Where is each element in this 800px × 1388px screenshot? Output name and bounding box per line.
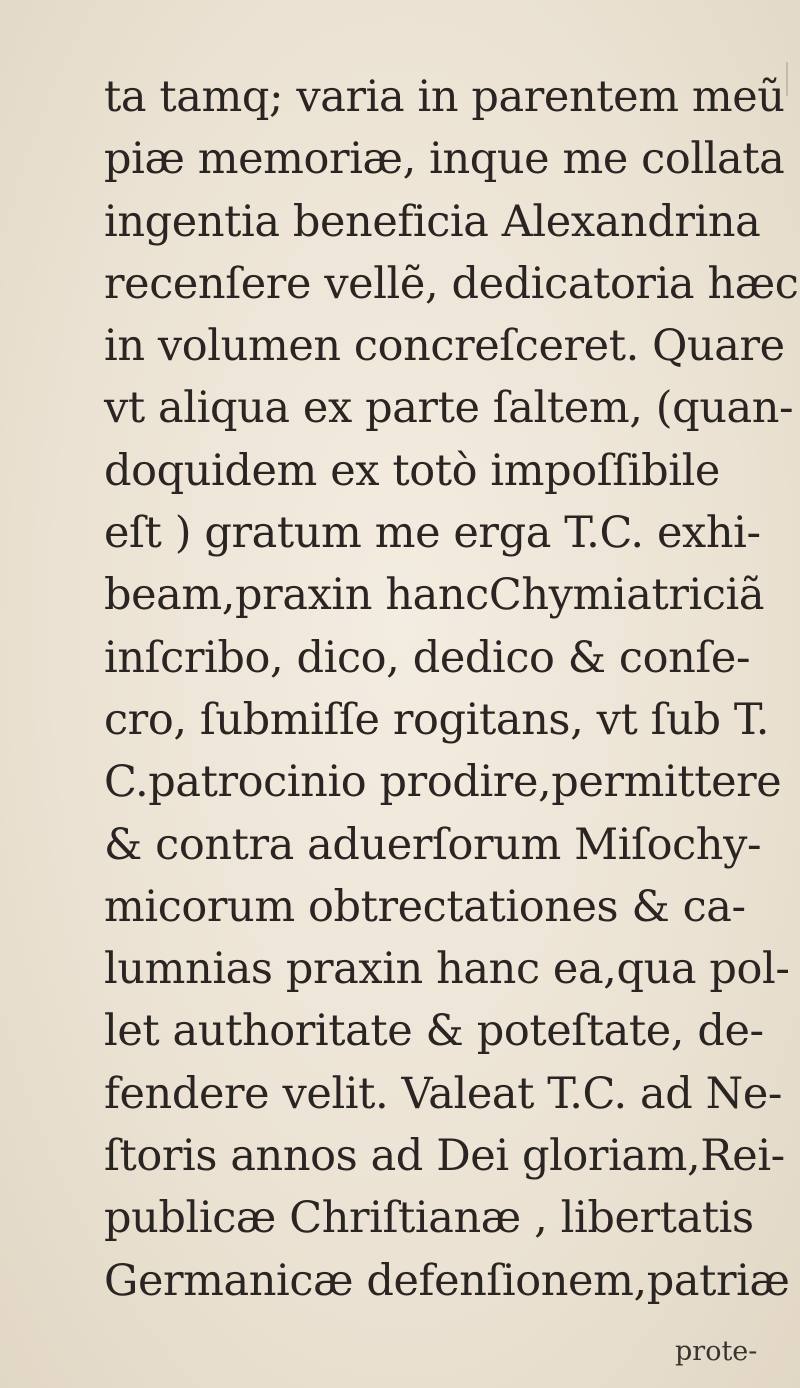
text-line: micorum obtrectationes & ca- (104, 881, 746, 932)
text-line: ſtoris annos ad Dei gloriam,Rei- (104, 1131, 785, 1182)
text-line: lumnias praxin hanc ea,qua pol- (104, 944, 790, 995)
text-line: Germanicæ defenſionem,patriæ (104, 1255, 790, 1306)
text-line: & contra aduerſorum Miſochy- (104, 819, 762, 870)
text-line: recenſere vellẽ, dedicatoria hæc (104, 258, 799, 309)
text-line: cro, ſubmiſſe rogitans, vt ſub T. (104, 694, 770, 745)
text-line: eſt ) gratum me erga T.C. exhi- (104, 508, 761, 559)
body-text (104, 66, 799, 1312)
text-line: in volumen concreſceret. Quare (104, 321, 785, 372)
text-line: let authoritate & poteſtate, de- (104, 1006, 764, 1057)
text-line: vt aliqua ex parte ſaltem, (quan- (104, 383, 794, 434)
text-line: C.patrocinio prodire,permittere (104, 757, 782, 808)
text-line: publicæ Chriſtianæ , libertatis (104, 1193, 754, 1244)
text-line: piæ memoriæ, inque me collata (104, 134, 785, 185)
text-line: ingentia beneficia Alexandrina (104, 196, 761, 247)
text-line: fendere velit. Valeat T.C. ad Ne- (104, 1068, 783, 1119)
text-line: beam,praxin hancChymiatriciã (104, 570, 765, 621)
catchword: prote- (675, 1336, 758, 1367)
text-line: doquidem ex totò impoſſibile (104, 445, 720, 496)
text-line: ta tamq; varia in parentem meũ (104, 72, 785, 122)
text-line: inſcribo, dico, dedico & conſe- (104, 632, 751, 683)
